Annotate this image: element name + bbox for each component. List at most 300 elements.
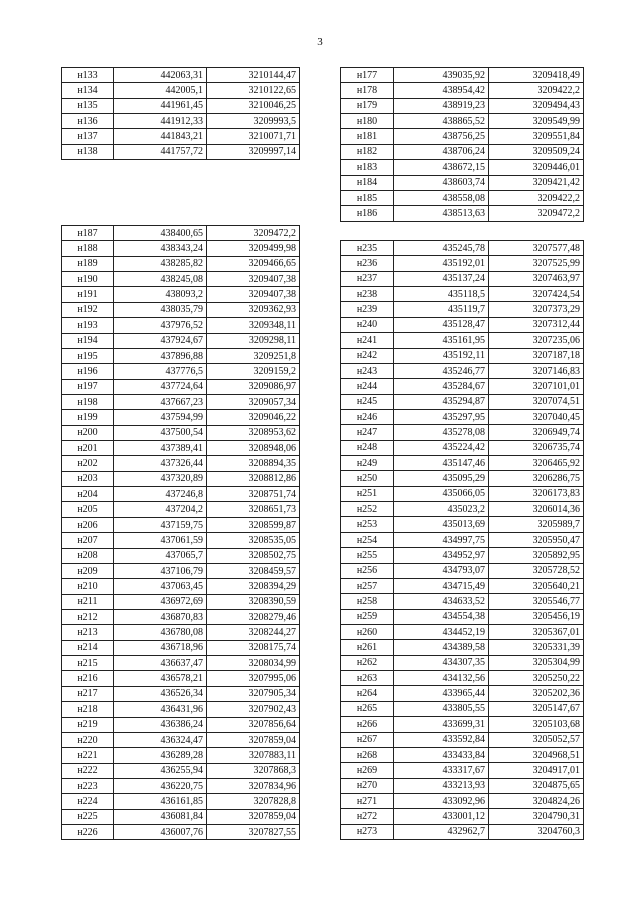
point-id-cell: н253 (341, 517, 394, 532)
point-id-cell: н209 (62, 563, 114, 578)
x-coordinate-cell: 441912,33 (114, 114, 207, 129)
x-coordinate-cell: 437061,59 (114, 533, 207, 548)
y-coordinate-cell: 3209348,11 (207, 318, 300, 333)
y-coordinate-cell: 3207995,06 (207, 671, 300, 686)
y-coordinate-cell: 3209466,65 (207, 256, 300, 271)
y-coordinate-cell: 3210071,71 (207, 129, 300, 144)
point-id-cell: н225 (62, 809, 114, 824)
point-id-cell: н222 (62, 763, 114, 778)
x-coordinate-cell: 442005,1 (114, 83, 207, 98)
table-row (341, 190, 584, 205)
table-row (341, 563, 584, 578)
x-coordinate-cell: 436289,28 (114, 748, 207, 763)
x-coordinate-cell: 438285,82 (114, 256, 207, 271)
point-id-cell: н138 (62, 144, 114, 159)
table-row (341, 809, 584, 824)
point-id-cell: н137 (62, 129, 114, 144)
table-row (341, 717, 584, 732)
point-id-cell: н258 (341, 594, 394, 609)
x-coordinate-cell: 435128,47 (394, 317, 489, 332)
y-coordinate-cell: 3205892,95 (489, 548, 584, 563)
point-id-cell: н179 (341, 98, 394, 113)
point-id-cell: н236 (341, 256, 394, 271)
y-coordinate-cell: 3209472,2 (207, 226, 300, 241)
x-coordinate-cell: 441757,72 (114, 144, 207, 159)
y-coordinate-cell: 3207040,45 (489, 409, 584, 424)
table-row (341, 83, 584, 98)
y-coordinate-cell: 3207859,04 (207, 732, 300, 747)
point-id-cell: н198 (62, 394, 114, 409)
y-coordinate-cell: 3207868,3 (207, 763, 300, 778)
y-coordinate-cell: 3207074,51 (489, 394, 584, 409)
table-row (341, 425, 584, 440)
point-id-cell: н210 (62, 579, 114, 594)
table-row (341, 471, 584, 486)
table-row (341, 144, 584, 159)
y-coordinate-cell: 3209446,01 (489, 160, 584, 175)
y-coordinate-cell: 3208502,75 (207, 548, 300, 563)
x-coordinate-cell: 438513,63 (394, 206, 489, 221)
y-coordinate-cell: 3206735,74 (489, 440, 584, 455)
y-coordinate-cell: 3209422,2 (489, 190, 584, 205)
x-coordinate-cell: 436431,96 (114, 702, 207, 717)
y-coordinate-cell: 3207373,29 (489, 302, 584, 317)
y-coordinate-cell: 3208390,59 (207, 594, 300, 609)
x-coordinate-cell: 436081,84 (114, 809, 207, 824)
point-id-cell: н212 (62, 609, 114, 624)
x-coordinate-cell: 435224,42 (394, 440, 489, 455)
y-coordinate-cell: 3207828,8 (207, 794, 300, 809)
page-number: 3 (317, 36, 323, 48)
x-coordinate-cell: 435119,7 (394, 302, 489, 317)
table-row (62, 671, 300, 686)
point-id-cell: н191 (62, 287, 114, 302)
x-coordinate-cell: 436255,94 (114, 763, 207, 778)
point-id-cell: н218 (62, 702, 114, 717)
table-row (341, 532, 584, 547)
table-row (62, 272, 300, 287)
x-coordinate-cell: 434554,38 (394, 609, 489, 624)
point-id-cell: н211 (62, 594, 114, 609)
y-coordinate-cell: 3209551,84 (489, 129, 584, 144)
point-id-cell: н256 (341, 563, 394, 578)
point-id-cell: н192 (62, 302, 114, 317)
y-coordinate-cell: 3210046,25 (207, 98, 300, 113)
x-coordinate-cell: 435118,5 (394, 287, 489, 302)
y-coordinate-cell: 3207905,34 (207, 686, 300, 701)
coordinates-table-1 (61, 67, 300, 160)
y-coordinate-cell: 3204760,3 (489, 824, 584, 839)
table-row (341, 624, 584, 639)
table-row (62, 394, 300, 409)
coordinates-table-4 (340, 240, 584, 840)
table-row (341, 732, 584, 747)
x-coordinate-cell: 438400,65 (114, 226, 207, 241)
x-coordinate-cell: 433092,96 (394, 793, 489, 808)
y-coordinate-cell: 3207463,97 (489, 271, 584, 286)
point-id-cell: н249 (341, 456, 394, 471)
x-coordinate-cell: 436870,83 (114, 609, 207, 624)
y-coordinate-cell: 3206173,83 (489, 486, 584, 501)
table-row (341, 129, 584, 144)
y-coordinate-cell: 3209407,38 (207, 287, 300, 302)
table-row (62, 379, 300, 394)
y-coordinate-cell: 3207146,83 (489, 363, 584, 378)
point-id-cell: н264 (341, 686, 394, 701)
point-id-cell: н257 (341, 578, 394, 593)
y-coordinate-cell: 3210144,47 (207, 68, 300, 83)
table-row (62, 794, 300, 809)
y-coordinate-cell: 3209509,24 (489, 144, 584, 159)
point-id-cell: н205 (62, 502, 114, 517)
table-row (62, 609, 300, 624)
x-coordinate-cell: 433317,67 (394, 763, 489, 778)
y-coordinate-cell: 3209046,22 (207, 410, 300, 425)
point-id-cell: н270 (341, 778, 394, 793)
point-id-cell: н251 (341, 486, 394, 501)
x-coordinate-cell: 437594,99 (114, 410, 207, 425)
y-coordinate-cell: 3208894,35 (207, 456, 300, 471)
x-coordinate-cell: 436526,34 (114, 686, 207, 701)
coordinates-table-2 (340, 67, 584, 222)
y-coordinate-cell: 3207859,04 (207, 809, 300, 824)
table-row (341, 778, 584, 793)
x-coordinate-cell: 434793,07 (394, 563, 489, 578)
x-coordinate-cell: 437976,52 (114, 318, 207, 333)
table-row (341, 394, 584, 409)
x-coordinate-cell: 436220,75 (114, 778, 207, 793)
table-row (341, 747, 584, 762)
point-id-cell: н196 (62, 364, 114, 379)
y-coordinate-cell: 3210122,65 (207, 83, 300, 98)
point-id-cell: н217 (62, 686, 114, 701)
table-row (62, 241, 300, 256)
x-coordinate-cell: 434307,35 (394, 655, 489, 670)
table-row (62, 656, 300, 671)
y-coordinate-cell: 3208651,73 (207, 502, 300, 517)
y-coordinate-cell: 3205546,77 (489, 594, 584, 609)
table-row (341, 548, 584, 563)
table-row (62, 748, 300, 763)
x-coordinate-cell: 432962,7 (394, 824, 489, 839)
point-id-cell: н189 (62, 256, 114, 271)
point-id-cell: н252 (341, 502, 394, 517)
x-coordinate-cell: 438558,08 (394, 190, 489, 205)
table-row (341, 440, 584, 455)
point-id-cell: н203 (62, 471, 114, 486)
x-coordinate-cell: 436780,08 (114, 625, 207, 640)
x-coordinate-cell: 435137,24 (394, 271, 489, 286)
table-row (62, 129, 300, 144)
x-coordinate-cell: 441843,21 (114, 129, 207, 144)
x-coordinate-cell: 436578,21 (114, 671, 207, 686)
point-id-cell: н213 (62, 625, 114, 640)
table-row (341, 363, 584, 378)
x-coordinate-cell: 435297,95 (394, 409, 489, 424)
point-id-cell: н238 (341, 287, 394, 302)
table-row (62, 144, 300, 159)
table-row (341, 114, 584, 129)
x-coordinate-cell: 438343,24 (114, 241, 207, 256)
x-coordinate-cell: 436161,85 (114, 794, 207, 809)
table-row (62, 441, 300, 456)
point-id-cell: н248 (341, 440, 394, 455)
point-id-cell: н259 (341, 609, 394, 624)
y-coordinate-cell: 3209362,93 (207, 302, 300, 317)
point-id-cell: н269 (341, 763, 394, 778)
x-coordinate-cell: 435192,01 (394, 256, 489, 271)
x-coordinate-cell: 435284,67 (394, 379, 489, 394)
y-coordinate-cell: 3207101,01 (489, 379, 584, 394)
x-coordinate-cell: 433592,84 (394, 732, 489, 747)
table-row (341, 333, 584, 348)
point-id-cell: н239 (341, 302, 394, 317)
table-row (341, 302, 584, 317)
y-coordinate-cell: 3208535,05 (207, 533, 300, 548)
x-coordinate-cell: 439035,92 (394, 68, 489, 83)
table-row (62, 686, 300, 701)
y-coordinate-cell: 3204824,26 (489, 793, 584, 808)
point-id-cell: н190 (62, 272, 114, 287)
y-coordinate-cell: 3209993,5 (207, 114, 300, 129)
point-id-cell: н224 (62, 794, 114, 809)
point-id-cell: н272 (341, 809, 394, 824)
point-id-cell: н245 (341, 394, 394, 409)
x-coordinate-cell: 436972,69 (114, 594, 207, 609)
x-coordinate-cell: 435245,78 (394, 241, 489, 256)
table-row (341, 98, 584, 113)
x-coordinate-cell: 438603,74 (394, 175, 489, 190)
x-coordinate-cell: 434952,97 (394, 548, 489, 563)
y-coordinate-cell: 3209499,98 (207, 241, 300, 256)
y-coordinate-cell: 3209472,2 (489, 206, 584, 221)
x-coordinate-cell: 438672,15 (394, 160, 489, 175)
point-id-cell: н263 (341, 671, 394, 686)
x-coordinate-cell: 438954,42 (394, 83, 489, 98)
table-row (62, 226, 300, 241)
x-coordinate-cell: 437065,7 (114, 548, 207, 563)
y-coordinate-cell: 3205367,01 (489, 624, 584, 639)
x-coordinate-cell: 433213,93 (394, 778, 489, 793)
table-row (62, 256, 300, 271)
table-row (341, 671, 584, 686)
table-row (341, 609, 584, 624)
y-coordinate-cell: 3209298,11 (207, 333, 300, 348)
x-coordinate-cell: 435013,69 (394, 517, 489, 532)
x-coordinate-cell: 437063,45 (114, 579, 207, 594)
x-coordinate-cell: 437106,79 (114, 563, 207, 578)
y-coordinate-cell: 3205052,57 (489, 732, 584, 747)
point-id-cell: н221 (62, 748, 114, 763)
point-id-cell: н187 (62, 226, 114, 241)
y-coordinate-cell: 3209159,2 (207, 364, 300, 379)
table-row (62, 456, 300, 471)
x-coordinate-cell: 437924,67 (114, 333, 207, 348)
y-coordinate-cell: 3209422,2 (489, 83, 584, 98)
table-row (62, 548, 300, 563)
point-id-cell: н133 (62, 68, 114, 83)
y-coordinate-cell: 3208175,74 (207, 640, 300, 655)
point-id-cell: н204 (62, 487, 114, 502)
point-id-cell: н223 (62, 778, 114, 793)
x-coordinate-cell: 437500,54 (114, 425, 207, 440)
x-coordinate-cell: 433001,12 (394, 809, 489, 824)
y-coordinate-cell: 3209407,38 (207, 272, 300, 287)
y-coordinate-cell: 3208948,06 (207, 441, 300, 456)
table-row (341, 793, 584, 808)
table-row (341, 271, 584, 286)
y-coordinate-cell: 3205989,7 (489, 517, 584, 532)
x-coordinate-cell: 437724,64 (114, 379, 207, 394)
table-row (341, 287, 584, 302)
point-id-cell: н180 (341, 114, 394, 129)
point-id-cell: н199 (62, 410, 114, 425)
table-row (341, 763, 584, 778)
point-id-cell: н215 (62, 656, 114, 671)
point-id-cell: н135 (62, 98, 114, 113)
x-coordinate-cell: 438865,52 (394, 114, 489, 129)
x-coordinate-cell: 442063,31 (114, 68, 207, 83)
y-coordinate-cell: 3205640,21 (489, 578, 584, 593)
table-row (341, 409, 584, 424)
table-row (62, 702, 300, 717)
x-coordinate-cell: 437389,41 (114, 441, 207, 456)
x-coordinate-cell: 438245,08 (114, 272, 207, 287)
point-id-cell: н186 (341, 206, 394, 221)
point-id-cell: н235 (341, 241, 394, 256)
point-id-cell: н206 (62, 517, 114, 532)
y-coordinate-cell: 3204875,65 (489, 778, 584, 793)
point-id-cell: н219 (62, 717, 114, 732)
y-coordinate-cell: 3204968,51 (489, 747, 584, 762)
point-id-cell: н265 (341, 701, 394, 716)
table-row (62, 287, 300, 302)
table-row (62, 640, 300, 655)
table-row (341, 206, 584, 221)
y-coordinate-cell: 3205250,22 (489, 671, 584, 686)
table-row (62, 533, 300, 548)
x-coordinate-cell: 433699,31 (394, 717, 489, 732)
x-coordinate-cell: 436007,76 (114, 825, 207, 840)
table-row (62, 333, 300, 348)
point-id-cell: н188 (62, 241, 114, 256)
x-coordinate-cell: 435192,11 (394, 348, 489, 363)
point-id-cell: н195 (62, 348, 114, 363)
table-row (341, 640, 584, 655)
x-coordinate-cell: 433805,55 (394, 701, 489, 716)
x-coordinate-cell: 437246,8 (114, 487, 207, 502)
table-row (62, 348, 300, 363)
point-id-cell: н177 (341, 68, 394, 83)
point-id-cell: н226 (62, 825, 114, 840)
y-coordinate-cell: 3208599,87 (207, 517, 300, 532)
point-id-cell: н255 (341, 548, 394, 563)
x-coordinate-cell: 441961,45 (114, 98, 207, 113)
point-id-cell: н208 (62, 548, 114, 563)
table-row (341, 578, 584, 593)
point-id-cell: н202 (62, 456, 114, 471)
point-id-cell: н216 (62, 671, 114, 686)
x-coordinate-cell: 435246,77 (394, 363, 489, 378)
y-coordinate-cell: 3205103,68 (489, 717, 584, 732)
point-id-cell: н184 (341, 175, 394, 190)
x-coordinate-cell: 437204,2 (114, 502, 207, 517)
point-id-cell: н194 (62, 333, 114, 348)
x-coordinate-cell: 435147,46 (394, 456, 489, 471)
point-id-cell: н183 (341, 160, 394, 175)
point-id-cell: н254 (341, 532, 394, 547)
table-row (341, 517, 584, 532)
x-coordinate-cell: 436718,96 (114, 640, 207, 655)
x-coordinate-cell: 438756,25 (394, 129, 489, 144)
table-row (62, 425, 300, 440)
x-coordinate-cell: 433433,84 (394, 747, 489, 762)
y-coordinate-cell: 3208459,57 (207, 563, 300, 578)
point-id-cell: н250 (341, 471, 394, 486)
y-coordinate-cell: 3205950,47 (489, 532, 584, 547)
y-coordinate-cell: 3206465,92 (489, 456, 584, 471)
point-id-cell: н267 (341, 732, 394, 747)
table-row (62, 98, 300, 113)
x-coordinate-cell: 438093,2 (114, 287, 207, 302)
x-coordinate-cell: 434633,52 (394, 594, 489, 609)
point-id-cell: н240 (341, 317, 394, 332)
point-id-cell: н273 (341, 824, 394, 839)
point-id-cell: н241 (341, 333, 394, 348)
x-coordinate-cell: 437326,44 (114, 456, 207, 471)
point-id-cell: н244 (341, 379, 394, 394)
y-coordinate-cell: 3208751,74 (207, 487, 300, 502)
y-coordinate-cell: 3208279,46 (207, 609, 300, 624)
table-row (62, 625, 300, 640)
x-coordinate-cell: 435278,08 (394, 425, 489, 440)
table-row (62, 732, 300, 747)
point-id-cell: н268 (341, 747, 394, 762)
y-coordinate-cell: 3205331,39 (489, 640, 584, 655)
x-coordinate-cell: 434389,58 (394, 640, 489, 655)
y-coordinate-cell: 3209057,34 (207, 394, 300, 409)
x-coordinate-cell: 438035,79 (114, 302, 207, 317)
y-coordinate-cell: 3205202,36 (489, 686, 584, 701)
table-row (341, 824, 584, 839)
point-id-cell: н134 (62, 83, 114, 98)
x-coordinate-cell: 435023,2 (394, 502, 489, 517)
point-id-cell: н136 (62, 114, 114, 129)
x-coordinate-cell: 435294,87 (394, 394, 489, 409)
table-row (341, 379, 584, 394)
x-coordinate-cell: 438706,24 (394, 144, 489, 159)
table-row (62, 778, 300, 793)
table-row (341, 594, 584, 609)
y-coordinate-cell: 3207235,06 (489, 333, 584, 348)
x-coordinate-cell: 434452,19 (394, 624, 489, 639)
x-coordinate-cell: 438919,23 (394, 98, 489, 113)
y-coordinate-cell: 3207424,54 (489, 287, 584, 302)
table-row (62, 114, 300, 129)
y-coordinate-cell: 3207902,43 (207, 702, 300, 717)
table-row (62, 83, 300, 98)
x-coordinate-cell: 434715,49 (394, 578, 489, 593)
y-coordinate-cell: 3205304,99 (489, 655, 584, 670)
x-coordinate-cell: 437776,5 (114, 364, 207, 379)
y-coordinate-cell: 3209549,99 (489, 114, 584, 129)
table-row (341, 68, 584, 83)
table-row (341, 486, 584, 501)
x-coordinate-cell: 435095,29 (394, 471, 489, 486)
y-coordinate-cell: 3205147,67 (489, 701, 584, 716)
table-row (62, 579, 300, 594)
x-coordinate-cell: 434997,75 (394, 532, 489, 547)
